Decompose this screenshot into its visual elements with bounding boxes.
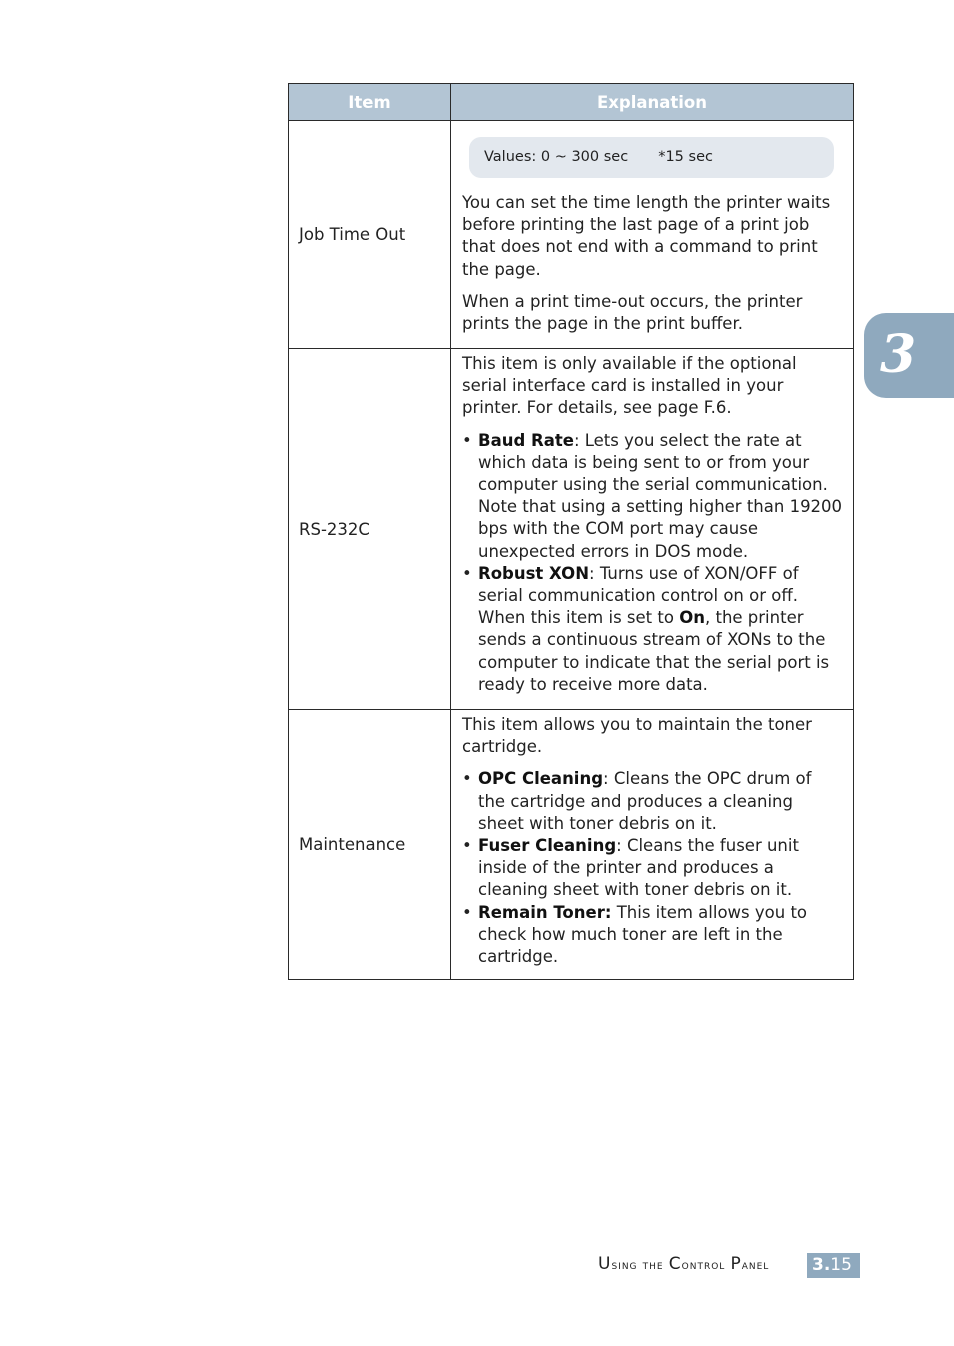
term-description: : Lets you select the rate at which data is being sent to or from your computer using the serial communication. Note that using a setting higher than 19200 bps with the COM port may cause unexpected errors in DOS mode. [478, 430, 843, 561]
paragraph: This item allows you to maintain the toner cartridge. [462, 715, 812, 757]
footer-title-initial: U [598, 1254, 612, 1274]
settings-table [288, 83, 854, 980]
bullet-glyph: • [462, 902, 472, 922]
bullet-list [462, 768, 843, 968]
term-baud-rate: Baud Rate [478, 430, 574, 450]
explanation-cell [451, 710, 854, 980]
term-description: This item allows you to check how much toner are left in the cartridge. [478, 902, 808, 967]
footer-title-initial: P [730, 1254, 742, 1274]
term-description: : Turns use of XON/OFF of serial communication control on or off. When this item is set to [478, 563, 799, 628]
chapter-tab-number: 3 [880, 324, 917, 385]
term-on: On [679, 608, 705, 628]
item-cell: Job Time Out [289, 121, 451, 349]
paragraph: When a print time-out occurs, the printer prints the page in the print buffer. [462, 291, 803, 334]
list-item [462, 430, 843, 563]
chapter-tab [864, 313, 954, 398]
explanation-cell [451, 121, 854, 349]
item-cell: Maintenance [289, 710, 451, 980]
footer-title-part: anel [741, 1258, 770, 1273]
list-item [462, 768, 843, 835]
term-description: , the printer sends a continuous stream of XONs to the computer to indicate that the serial port is ready to receive more data. [478, 608, 830, 694]
bullet-list [462, 430, 843, 696]
paragraph: You can set the time length the printer waits before printing the last page of a print job that does not end with a command to print the page. [462, 193, 831, 279]
footer-title [598, 1253, 769, 1277]
bullet-glyph: • [462, 769, 472, 789]
table-row-maintenance [289, 710, 854, 980]
term-robust-xon: Robust XON [478, 563, 590, 583]
table-row-rs232c [289, 349, 854, 710]
values-range: Values: 0 ~ 300 sec [484, 149, 629, 165]
table-header-row [289, 84, 854, 121]
item-cell: RS-232C [289, 349, 451, 710]
footer-title-part: ontrol [681, 1258, 731, 1273]
term-fuser-cleaning: Fuser Cleaning [478, 836, 617, 856]
bullet-glyph: • [462, 836, 472, 856]
values-default: *15 sec [658, 149, 713, 165]
footer-title-initial: C [668, 1254, 682, 1274]
header-explanation: Explanation [451, 84, 854, 121]
page-number: 15 [830, 1255, 852, 1275]
header-item: Item [289, 84, 451, 121]
list-item [462, 835, 843, 902]
term-opc-cleaning: OPC Cleaning [478, 769, 604, 789]
bullet-glyph: • [462, 563, 472, 583]
page-number-box [807, 1253, 860, 1278]
term-description: : Cleans the OPC drum of the cartridge and produces a cleaning sheet with toner debris on it. [478, 769, 812, 833]
list-item [462, 902, 843, 969]
paragraph: This item is only available if the optional serial interface card is installed in your printer. For details, see page F.6. [462, 354, 797, 418]
explanation-cell [451, 349, 854, 710]
list-item [462, 563, 843, 696]
table-row-job-time-out [289, 121, 854, 349]
values-box [469, 137, 834, 178]
page-chapter: 3. [812, 1255, 831, 1275]
term-description: : Cleans the fuser unit inside of the printer and produces a cleaning sheet with toner debris on it. [478, 836, 799, 900]
term-remain-toner: Remain Toner: [478, 902, 612, 922]
footer-title-part: sing the [611, 1258, 669, 1273]
bullet-glyph: • [462, 430, 472, 450]
